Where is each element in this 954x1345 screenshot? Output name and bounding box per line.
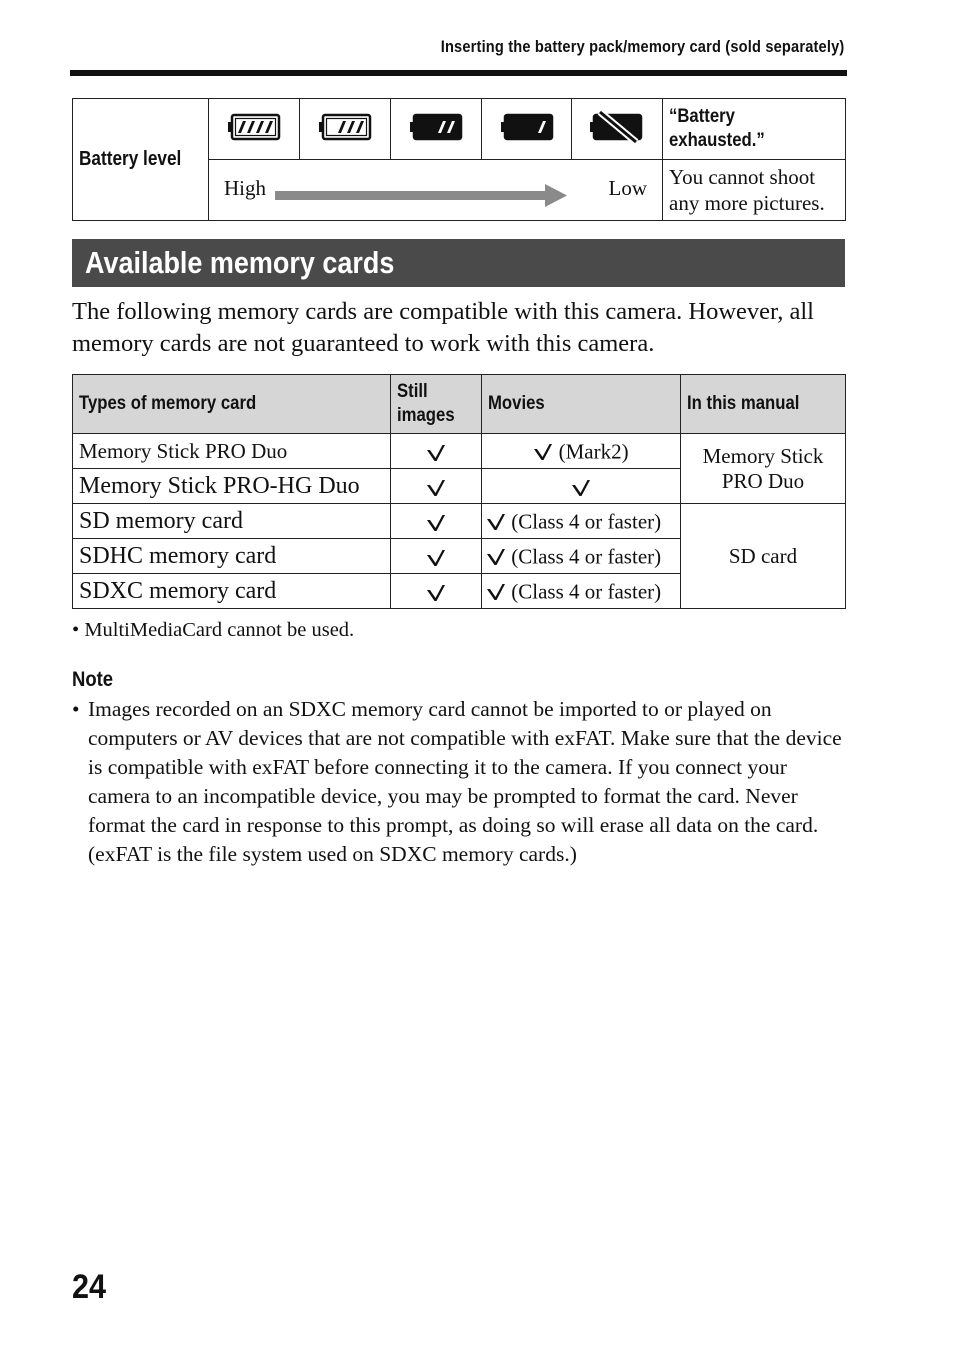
battery-medium-cell bbox=[391, 99, 482, 160]
still-cell bbox=[391, 574, 482, 609]
col-header-manual: In this manual bbox=[681, 375, 846, 434]
page-number: 24 bbox=[72, 1268, 107, 1306]
battery-low-icon bbox=[500, 113, 554, 141]
checkmark-icon bbox=[426, 444, 446, 462]
battery-high-cell bbox=[300, 99, 391, 160]
manual-name-cell: Memory Stick PRO Duo bbox=[681, 434, 846, 504]
battery-exhausted-description: You cannot shoot any more pictures. bbox=[663, 160, 846, 221]
note-heading: Note bbox=[72, 668, 114, 691]
card-type: Memory Stick PRO Duo bbox=[73, 434, 391, 469]
note-paragraph bbox=[72, 695, 847, 869]
battery-exhausted-label: “Battery exhausted.” bbox=[663, 99, 846, 160]
movies-cell bbox=[482, 504, 681, 539]
checkmark-icon bbox=[486, 513, 506, 531]
still-cell bbox=[391, 469, 482, 504]
movies-cell bbox=[482, 539, 681, 574]
movies-cell bbox=[482, 469, 681, 504]
movies-cell bbox=[482, 434, 681, 469]
bullet-text: MultiMediaCard cannot be used. bbox=[84, 619, 355, 641]
checkmark-icon bbox=[571, 479, 591, 497]
header-title: Inserting the battery pack/memory card (sold separately) bbox=[440, 37, 844, 56]
checkmark-icon bbox=[486, 548, 506, 566]
high-to-low-arrow-icon bbox=[275, 184, 567, 210]
table-row bbox=[73, 434, 846, 469]
card-type: SDHC memory card bbox=[73, 539, 391, 574]
note-text: Images recorded on an SDXC memory card cannot be imported to or played on computers or AV devices that are not compatible with exFAT. Make sure that the device is compatible with exFAT before connecting it to the camera. If you connect your camera to an incompatible device, you may be prompted to format the card. Never format the card in response to this prompt, as doing so will erase all data on the card. (exFAT is the file system used on SDXC memory cards.) bbox=[88, 697, 842, 866]
card-type: SD memory card bbox=[73, 504, 391, 539]
low-label: Low bbox=[608, 176, 647, 200]
checkmark-icon bbox=[533, 443, 553, 461]
battery-low-cell bbox=[482, 99, 572, 160]
battery-exhausted-cell bbox=[572, 99, 663, 160]
movies-cell bbox=[482, 574, 681, 609]
card-type: SDXC memory card bbox=[73, 574, 391, 609]
battery-high-icon bbox=[318, 113, 372, 141]
table-header-row bbox=[73, 375, 846, 434]
memory-cards-table bbox=[72, 374, 846, 609]
table-row bbox=[73, 504, 846, 539]
checkmark-icon bbox=[426, 514, 446, 532]
movies-note: (Class 4 or faster) bbox=[511, 579, 662, 604]
header-rule bbox=[70, 70, 847, 76]
battery-medium-icon bbox=[409, 113, 463, 141]
still-cell bbox=[391, 434, 482, 469]
col-header-movies: Movies bbox=[482, 375, 681, 434]
movies-note: (Class 4 or faster) bbox=[511, 509, 662, 534]
col-header-still: Still images bbox=[391, 375, 482, 434]
battery-range-cell bbox=[209, 160, 663, 221]
checkmark-icon bbox=[486, 583, 506, 601]
battery-level-table bbox=[72, 98, 846, 221]
checkmark-icon bbox=[426, 479, 446, 497]
bullet-item: • MultiMediaCard cannot be used. bbox=[72, 619, 355, 641]
still-cell bbox=[391, 539, 482, 574]
movies-note: (Class 4 or faster) bbox=[511, 544, 662, 569]
high-label: High bbox=[224, 176, 266, 200]
battery-level-label: Battery level bbox=[73, 99, 209, 221]
checkmark-icon bbox=[426, 549, 446, 567]
battery-exhausted-icon bbox=[588, 109, 646, 145]
col-header-type: Types of memory card bbox=[73, 375, 391, 434]
section-title: Available memory cards bbox=[85, 245, 395, 280]
battery-full-icon bbox=[227, 113, 281, 141]
still-cell bbox=[391, 504, 482, 539]
bullet-marker: • bbox=[72, 697, 80, 721]
manual-name-cell: SD card bbox=[681, 504, 846, 609]
section-heading-bar bbox=[72, 239, 845, 287]
intro-paragraph: The following memory cards are compatible with this camera. However, all memory cards are not guaranteed to work with this camera. bbox=[72, 298, 814, 357]
card-type: Memory Stick PRO-HG Duo bbox=[73, 469, 391, 504]
checkmark-icon bbox=[426, 584, 446, 602]
battery-full-cell bbox=[209, 99, 300, 160]
movies-note: (Mark2) bbox=[558, 439, 629, 464]
